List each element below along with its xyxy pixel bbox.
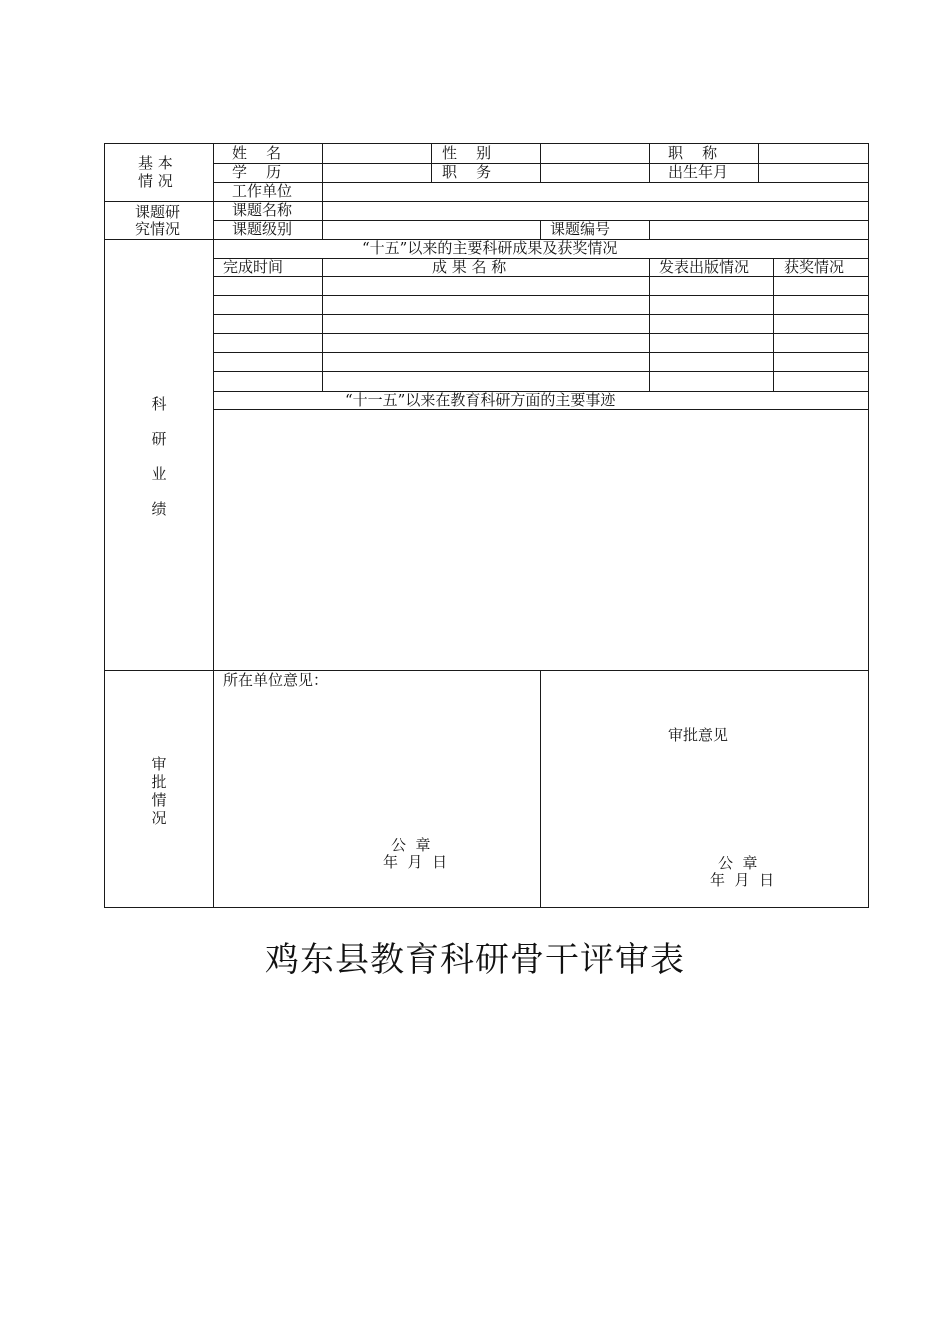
- column-header-result-name: 成 果 名 称: [432, 258, 507, 276]
- topic-name-label: 课题名称: [232, 201, 293, 219]
- education-label: 学 历: [232, 163, 282, 181]
- achievements-section-label: 业: [151, 465, 167, 483]
- date-label: 年 月 日: [383, 853, 448, 871]
- achievements-section-label: 科: [151, 395, 167, 413]
- title-label: 职 称: [668, 144, 718, 162]
- column-divider: [540, 220, 541, 239]
- column-header-completion-time: 完成时间: [223, 258, 284, 276]
- basic-section-label: 基 本: [138, 154, 173, 172]
- row-divider: [213, 333, 869, 334]
- column-divider: [322, 258, 323, 391]
- topic-level-label: 课题级别: [232, 220, 293, 238]
- topic-name-field[interactable]: [323, 202, 867, 220]
- date-label: 年 月 日: [710, 871, 775, 889]
- row-divider: [213, 276, 869, 277]
- row-divider: [213, 352, 869, 353]
- row-divider: [213, 295, 869, 296]
- gender-field[interactable]: [541, 144, 648, 163]
- column-header-awards: 获奖情况: [784, 258, 845, 276]
- approval-section-label: 况: [151, 809, 167, 827]
- topic-level-field[interactable]: [323, 221, 539, 239]
- topic-number-label: 课题编号: [550, 220, 611, 238]
- unit-opinion-area[interactable]: [214, 690, 540, 830]
- education-field[interactable]: [323, 164, 430, 182]
- table-border-right: [868, 143, 869, 908]
- topic-number-field[interactable]: [650, 221, 867, 239]
- deeds-text-area[interactable]: [214, 410, 868, 670]
- name-label: 姓 名: [232, 144, 282, 162]
- row-divider: [213, 258, 869, 259]
- name-field[interactable]: [323, 144, 430, 163]
- title-field[interactable]: [759, 144, 867, 163]
- achievements-section-label: 研: [151, 430, 167, 448]
- deeds-heading: “十一五”以来在教育科研方面的主要事迹: [345, 391, 616, 409]
- column-divider: [773, 258, 774, 391]
- row-divider: [213, 371, 869, 372]
- seal-label: 公 章: [718, 854, 758, 872]
- gender-label: 性 别: [442, 144, 492, 162]
- unit-opinion-label: 所在单位意见：: [223, 671, 329, 689]
- basic-section-label: 情 况: [138, 172, 173, 190]
- page-title: 鸡东县教育科研骨干评审表: [265, 940, 685, 980]
- approval-opinion-label: 审批意见: [668, 726, 729, 744]
- section-divider: [104, 670, 869, 671]
- position-label: 职 务: [442, 163, 492, 181]
- column-divider: [649, 258, 650, 391]
- column-divider: [649, 143, 650, 182]
- seal-label: 公 章: [391, 836, 431, 854]
- column-divider: [431, 143, 432, 182]
- column-header-publication: 发表出版情况: [659, 258, 750, 276]
- table-border-bottom: [104, 907, 869, 908]
- birth-date-label: 出生年月: [668, 163, 729, 181]
- position-field[interactable]: [541, 164, 648, 182]
- approval-section-label: 审: [151, 755, 167, 773]
- approval-opinion-area[interactable]: [541, 745, 867, 845]
- table-border-left: [104, 143, 105, 908]
- research-section-label: 究情况: [135, 220, 181, 238]
- approval-section-label: 批: [151, 773, 167, 791]
- row-divider: [213, 314, 869, 315]
- workplace-label: 工作单位: [232, 182, 293, 200]
- achievements-section-label: 绩: [151, 500, 167, 518]
- birth-date-field[interactable]: [759, 164, 867, 182]
- results-heading: “十五”以来的主要科研成果及获奖情况: [362, 239, 618, 257]
- research-section-label: 课题研: [135, 203, 181, 221]
- approval-section-label: 情: [151, 791, 167, 809]
- workplace-field[interactable]: [323, 183, 867, 201]
